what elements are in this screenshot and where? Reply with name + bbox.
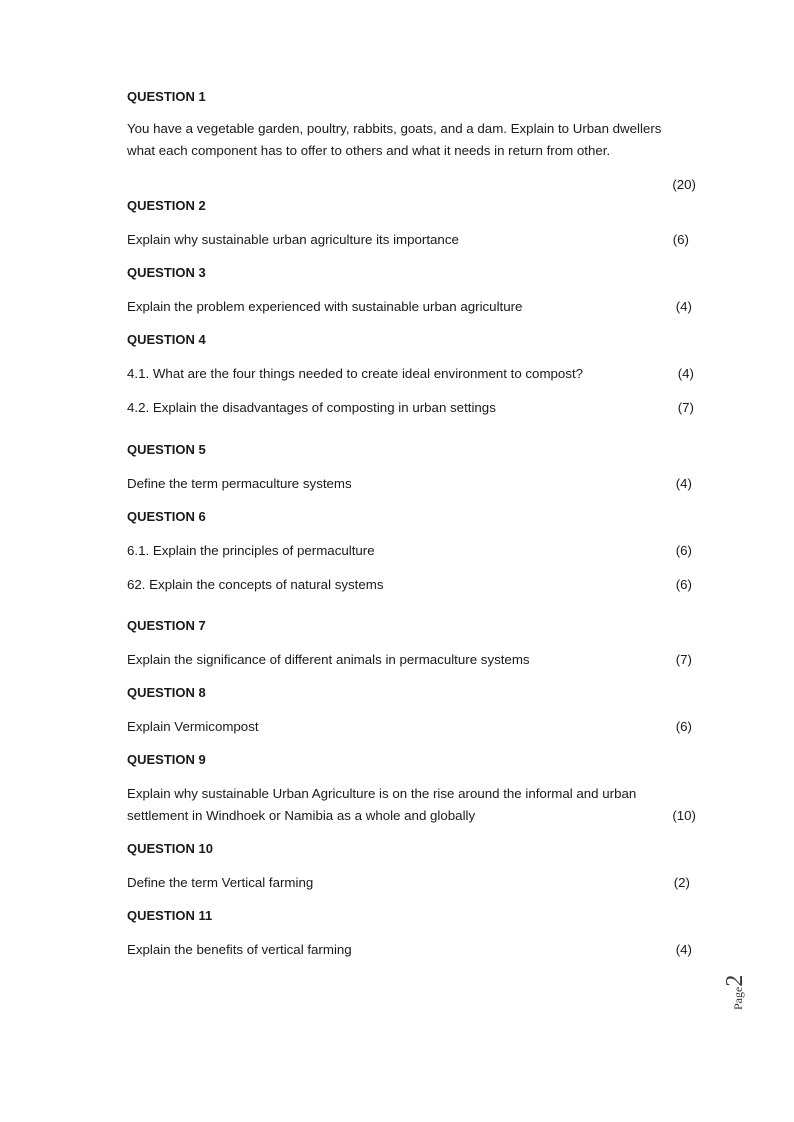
page-number [722,975,749,1010]
question-4-heading: QUESTION 4 [127,332,206,347]
question-1-marks: (20) [672,177,696,192]
question-3-heading: QUESTION 3 [127,265,206,280]
question-9-text-cont: settlement in Windhoek or Namibia as a whole and globally [127,808,476,823]
question-4-1-text: 4.1. What are the four things needed to create ideal environment to compost? [127,366,584,381]
question-5-text: Define the term permaculture systems [127,476,352,491]
question-6-2-marks: (6) [675,577,692,592]
page-number-value: 2 [722,974,748,987]
question-9-text: Explain why sustainable Urban Agriculture is on the rise around the informal and urban [127,786,637,801]
question-2-text: Explain why sustainable urban agriculture its importance [127,232,459,247]
question-2-heading: QUESTION 2 [127,198,206,213]
question-1-text: You have a vegetable garden, poultry, rabbits, goats, and a dam. Explain to Urban dwellers [127,121,662,136]
question-6-heading: QUESTION 6 [127,509,206,524]
question-10-text: Define the term Vertical farming [127,875,314,890]
question-8-text: Explain Vermicompost [127,719,259,734]
question-11-marks: (4) [675,942,692,957]
question-3-marks: (4) [675,299,692,314]
question-7-marks: (7) [675,652,692,667]
question-7-heading: QUESTION 7 [127,618,206,633]
question-8-heading: QUESTION 8 [127,685,206,700]
question-6-1-marks: (6) [675,543,692,558]
question-4-1-marks: (4) [677,366,694,381]
question-10-heading: QUESTION 10 [127,841,213,856]
page-label: Page [731,986,745,1010]
question-6-1-text: 6.1. Explain the principles of permaculture [127,543,375,558]
question-9-heading: QUESTION 9 [127,752,206,767]
question-11-heading: QUESTION 11 [127,908,213,923]
question-6-2-text: 62. Explain the concepts of natural systems [127,577,384,592]
question-9-marks: (10) [672,808,696,823]
question-8-marks: (6) [675,719,692,734]
question-7-text: Explain the significance of different animals in permaculture systems [127,652,530,667]
question-5-heading: QUESTION 5 [127,442,206,457]
question-2-marks: (6) [672,232,689,247]
question-10-marks: (2) [673,875,690,890]
question-4-2-marks: (7) [677,400,694,415]
question-1-heading: QUESTION 1 [127,89,206,104]
question-4-2-text: 4.2. Explain the disadvantages of composting in urban settings [127,400,496,415]
question-11-text: Explain the benefits of vertical farming [127,942,352,957]
question-5-marks: (4) [675,476,692,491]
question-1-text-cont: what each component has to offer to others and what it needs in return from other. [127,143,611,158]
question-3-text: Explain the problem experienced with sustainable urban agriculture [127,299,523,314]
